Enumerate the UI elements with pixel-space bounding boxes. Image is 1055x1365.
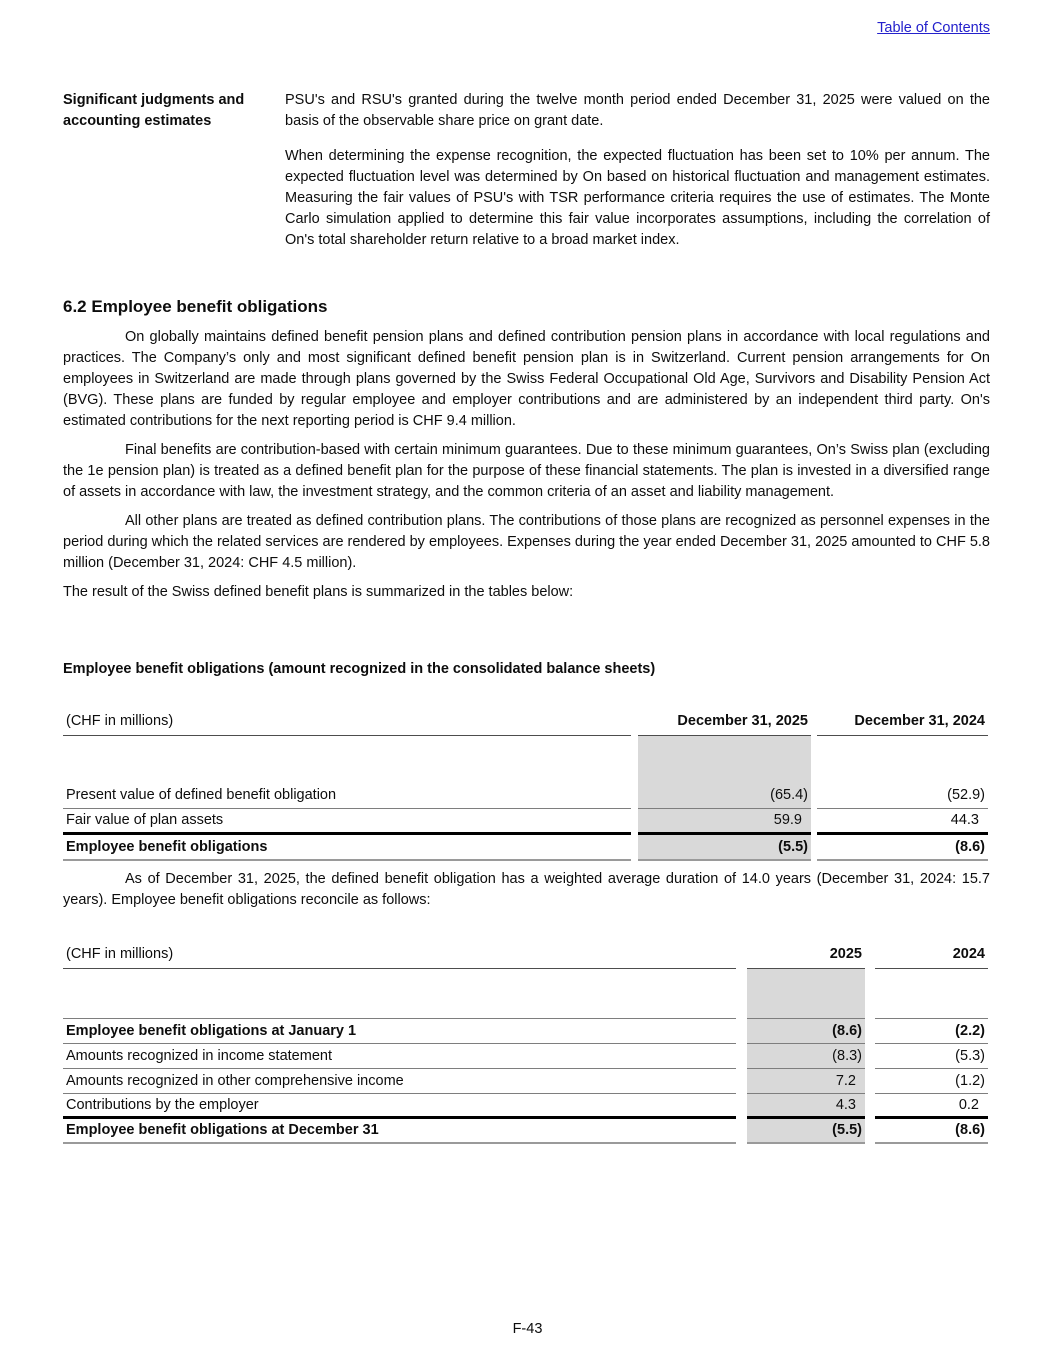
table-row-label: Present value of defined benefit obligation (63, 783, 631, 809)
table-total-2025: (5.5) (638, 835, 811, 861)
column-gap (865, 1069, 875, 1094)
table-of-contents-link[interactable]: Table of Contents (877, 20, 990, 36)
table-cell-2024: (2.2) (875, 1019, 988, 1044)
column-gap (736, 945, 747, 969)
table-cell-2024: (52.9) (817, 783, 988, 809)
table-cell-2025: 4.3 (747, 1094, 865, 1119)
section-para-2: Final benefits are contribution-based with certain minimum guarantees. Due to these minimum guarantees, On’s Swiss plan (excluding the 1e pension plan) is treated as a defined benefit plan for the purpose of these financial statements. The plan is invested in a diversified range of assets in accordance with law, the investment strategy, and the common criteria of an asset and liability management. (63, 442, 990, 500)
table-total-2024: (8.6) (875, 1119, 988, 1144)
column-gap (865, 1019, 875, 1044)
table-total-label: Employee benefit obligations at December 31 (63, 1119, 736, 1144)
table-total-label: Employee benefit obligations (63, 835, 631, 861)
section-para-3: All other plans are treated as defined contribution plans. The contributions of those plans are recognized as personnel expenses in the period during which the related services are rendered by employees. Expenses during the year ended December 31, 2025 amounted to CHF 5.8 million (December 31, 2024: CHF 4.5 million). (63, 513, 990, 571)
table-row-label: Fair value of plan assets (63, 809, 631, 835)
judgments-label: Significant judgments and accounting estimates (63, 92, 245, 129)
section-heading: 6.2 Employee benefit obligations (63, 297, 328, 316)
toc-link-row (63, 18, 990, 38)
judgments-paragraphs (285, 90, 990, 251)
table-row-label: Employee benefit obligations at January 1 (63, 1019, 736, 1044)
table2-spacer (63, 969, 736, 1019)
column-gap (631, 712, 638, 736)
column-gap (736, 1069, 747, 1094)
table1-spacer (63, 736, 631, 783)
table-total-2024: (8.6) (817, 835, 988, 861)
column-gap (736, 1094, 747, 1119)
table-cell-2025: (8.3) (747, 1044, 865, 1069)
column-gap (865, 1094, 875, 1119)
column-gap (736, 1019, 747, 1044)
column-gap (865, 1119, 875, 1144)
page-number: F-43 (512, 1321, 543, 1337)
table-row-label: Amounts recognized in income statement (63, 1044, 736, 1069)
table1-col-2025: December 31, 2025 (638, 712, 811, 736)
section-para-4: The result of the Swiss defined benefit plans is summarized in the tables below: (63, 584, 574, 600)
table2-col-2025: 2025 (747, 945, 865, 969)
table1-col-2024: December 31, 2024 (817, 712, 988, 736)
column-gap (631, 736, 638, 783)
reconciliation-table (63, 945, 990, 1144)
table-cell-2025: (65.4) (638, 783, 811, 809)
table-cell-2024: 0.2 (875, 1094, 988, 1119)
column-gap (631, 835, 638, 861)
column-gap (631, 809, 638, 835)
table-cell-2025: (8.6) (747, 1019, 865, 1044)
table1-caption: Employee benefit obligations (amount recognized in the consolidated balance sheets) (63, 661, 656, 677)
table-row-label: Contributions by the employer (63, 1094, 736, 1119)
table-cell-2025: 7.2 (747, 1069, 865, 1094)
column-gap (865, 969, 875, 1019)
judgments-para-1: PSU's and RSU's granted during the twelve month period ended December 31, 2025 were valued on the basis of the observable share price on grant date. (285, 92, 990, 129)
table1-spacer-shaded (638, 736, 811, 783)
table-total-2025: (5.5) (747, 1119, 865, 1144)
column-gap (736, 1119, 747, 1144)
judgments-block (63, 90, 990, 251)
table-cell-2025: 59.9 (638, 809, 811, 835)
table-row-label: Amounts recognized in other comprehensive income (63, 1069, 736, 1094)
table2-unit-label: (CHF in millions) (63, 945, 736, 969)
column-gap (865, 945, 875, 969)
table-cell-2024: 44.3 (817, 809, 988, 835)
table1-unit-label: (CHF in millions) (63, 712, 631, 736)
table-cell-2024: (5.3) (875, 1044, 988, 1069)
table1-spacer (817, 736, 988, 783)
judgments-para-2: When determining the expense recognition, the expected fluctuation has been set to 10% per annum. The expected fluctuation level was determined by On based on historical fluctuation and management estimates. Measuring the fair values of PSU's with TSR performance criteria requires the use of estimates. The Monte Carlo simulation applied to determine this fair value incorporates assumptions, including the correlation of On's total shareholder return relative to a broad market index. (285, 148, 990, 248)
table2-spacer (875, 969, 988, 1019)
table-cell-2024: (1.2) (875, 1069, 988, 1094)
duration-para: As of December 31, 2025, the defined benefit obligation has a weighted average duration of 14.0 years (December 31, 2024: 15.7 years). Employee benefit obligations reconcile as follows: (63, 871, 990, 908)
table2-col-2024: 2024 (875, 945, 988, 969)
column-gap (736, 1044, 747, 1069)
column-gap (865, 1044, 875, 1069)
table2-spacer-shaded (747, 969, 865, 1019)
balance-sheet-table (63, 712, 990, 861)
column-gap (631, 783, 638, 809)
section-para-1: On globally maintains defined benefit pension plans and defined contribution pension plans in accordance with local regulations and practices. The Company’s only and most significant defined benefit pension plan is in Switzerland. Current pension arrangements for On employees in Switzerland are made through plans governed by the Swiss Federal Occupational Old Age, Survivors and Disability Pension Act (BVG). These plans are funded by regular employee and employer contributions and are administered by an independent third party. On's estimated contributions for the next reporting period is CHF 9.4 million. (63, 329, 990, 429)
column-gap (736, 969, 747, 1019)
